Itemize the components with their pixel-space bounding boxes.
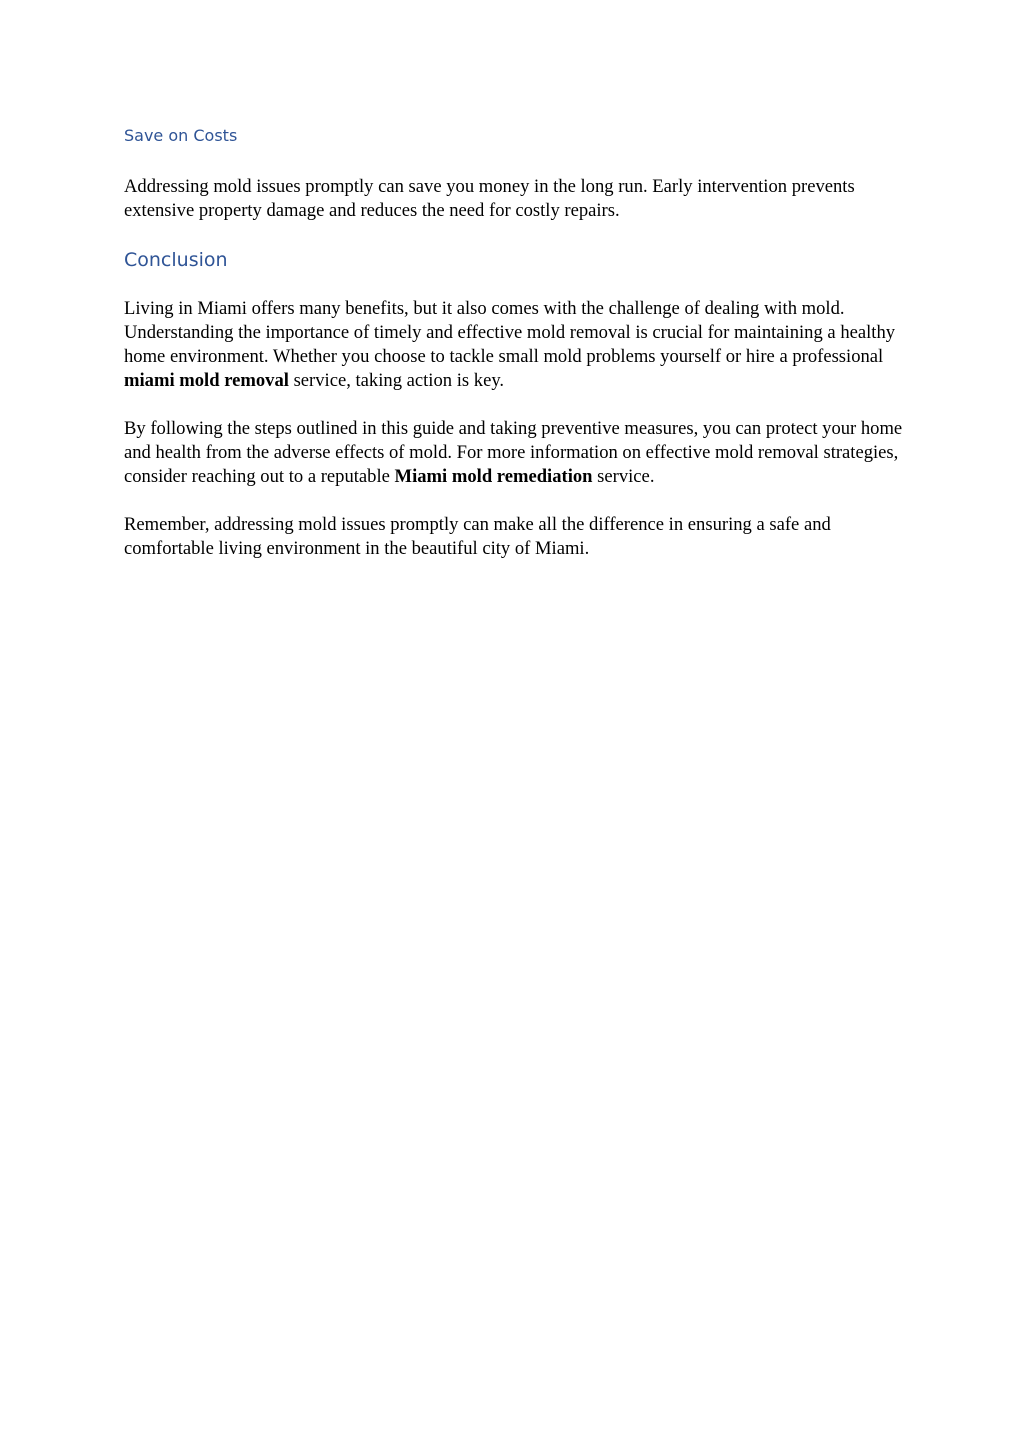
bold-miami-mold-removal: miami mold removal [124,370,289,391]
heading-conclusion: Conclusion [124,249,228,271]
paragraph-living-in-miami [124,297,904,393]
heading-save-on-costs: Save on Costs [124,126,238,145]
paragraph-save-on-costs: Addressing mold issues promptly can save you money in the long run. Early intervention prevents extensive property damage and reduces the need for costly repairs. [124,176,855,221]
paragraph-living-text-after: service, taking action is key. [288,370,505,391]
bold-miami-mold-remediation: Miami mold remediation [394,466,593,487]
document-body [124,124,904,585]
paragraph-remember: Remember, addressing mold issues promptly can make all the difference in ensuring a safe and comfortable living environment in the beautiful city of Miami. [124,514,831,559]
paragraph-living-text-before: Living in Miami offers many benefits, but it also comes with the challenge of dealing with mold. Understanding the importance of timely and effective mold removal is crucial for maintaining a healthy home environment. Whether you choose to tackle small mold problems yourself or hire a professional [124,298,896,367]
paragraph-following-text-after: service. [592,466,655,487]
paragraph-following-text-before: By following the steps outlined in this guide and taking preventive measures, you can protect your home and health from the adverse effects of mold. For more information on effective mold removal strategies, consider reaching out to a reputable [124,418,903,487]
paragraph-following-steps [124,417,904,489]
